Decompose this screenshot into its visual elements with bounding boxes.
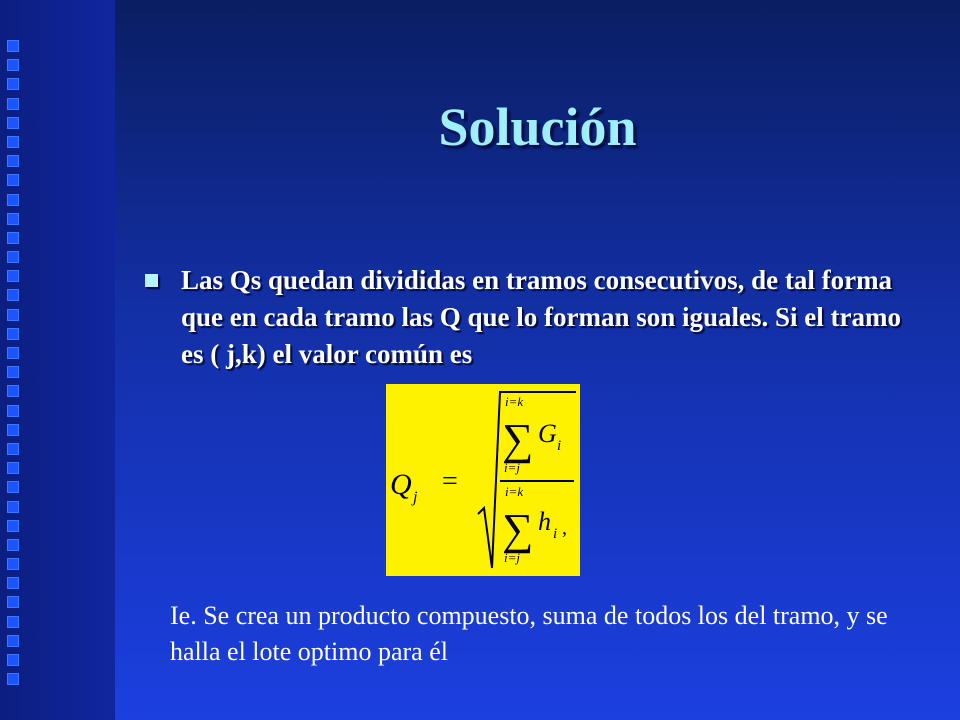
numerator-variable: G bbox=[538, 419, 557, 448]
denominator-variable: h bbox=[538, 507, 551, 536]
numerator-sigma: ∑ bbox=[502, 415, 534, 464]
denominator-sub: i bbox=[553, 526, 558, 542]
explanation-note: Ie. Se crea un producto compuesto, suma de todos los del tramo, y se halla el lote optimo para él bbox=[170, 601, 888, 666]
formula-box bbox=[386, 384, 580, 576]
denominator-sigma: ∑ bbox=[502, 505, 534, 554]
numerator-bottom-limit: i=j bbox=[504, 460, 520, 475]
numerator-top-limit: i=k bbox=[505, 394, 524, 409]
denominator-top-limit: i=k bbox=[505, 484, 524, 499]
formula-trailing-comma: , bbox=[562, 517, 567, 539]
decorative-sidebar bbox=[0, 0, 115, 720]
denominator-bottom-limit: i=j bbox=[504, 550, 520, 565]
formula-lhs: Q bbox=[390, 468, 412, 501]
slide-title: Solución bbox=[438, 97, 637, 157]
bullet-square-icon bbox=[145, 274, 158, 287]
bullet-text: Las Qs quedan divididas en tramos consecutivos, de tal forma que en cada tramo las Q que lo forman son iguales. Si el tramo es ( j,k) el valor común es bbox=[181, 265, 901, 369]
numerator-sub: i bbox=[557, 438, 562, 454]
formula-equals: = bbox=[442, 466, 458, 497]
sidebar-squares bbox=[7, 40, 23, 692]
formula-graphic bbox=[386, 384, 580, 576]
bullet-item bbox=[145, 262, 925, 373]
formula-lhs-sub: j bbox=[413, 489, 418, 506]
